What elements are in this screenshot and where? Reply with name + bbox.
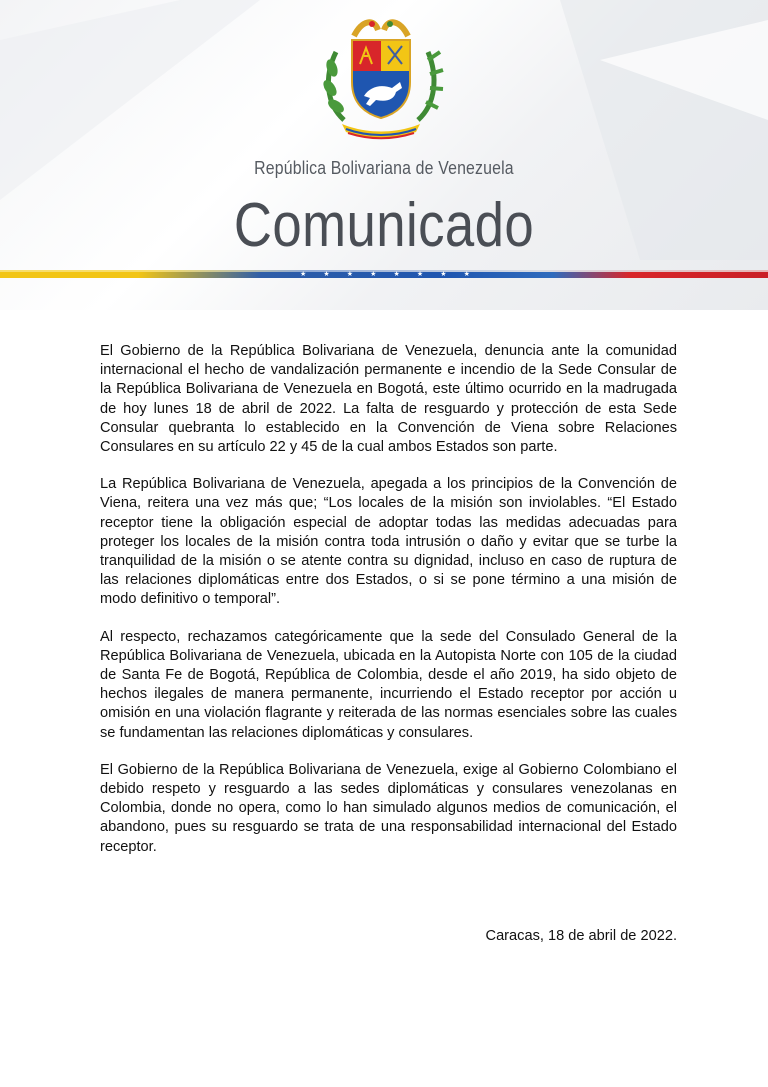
star-icon: ★ [370,271,377,278]
star-icon: ★ [346,271,354,278]
country-name: República Bolivariana de Venezuela [254,158,514,178]
place-and-date: Caracas, 18 de abril de 2022. [485,928,677,944]
page-title: Comunicado [233,191,535,260]
star-icon: ★ [416,271,424,278]
communique-body [100,342,677,875]
letterhead [0,0,768,310]
star-icon: ★ [300,271,307,278]
coat-of-arms-icon [316,16,446,140]
paragraph-1: El Gobierno de la República Bolivariana de Venezuela, denuncia ante la comunidad internacional el hecho de vandalización permanente e incendio de la Sede Consular de la República Bolivariana de Venezuela en Bogotá, este último ocurrido en la madrugada de hoy lunes 18 de abril de 2022. La falta de resguardo y protección de esta Sede Consular quebranta lo establecido en la Convención de Viena sobre Relaciones Consulares en su artículo 22 y 45 de la cual ambos Estados son parte. [100,343,677,456]
paragraph-2: La República Bolivariana de Venezuela, apegada a los principios de la Convención de Viena, reitera una vez más que; “Los locales de la misión son inviolables. “El Estado receptor tiene la obligación especial de adoptar todas las medidas adecuadas para proteger los locales de la misión contra toda intrusión o daño y evitar que se turbe la tranquilidad de la misión o se atente contra su dignidad, incluso en caso de ruptura de las relaciones diplomáticas entre dos Estados, o si se pone término a una misión de modo definitivo o temporal”. [100,476,677,608]
star-icon: ★ [323,271,330,278]
star-icon: ★ [440,271,447,278]
flag-stars [300,270,470,280]
star-icon: ★ [463,271,470,278]
star-icon: ★ [393,271,400,278]
paragraph-4: El Gobierno de la República Bolivariana de Venezuela, exige al Gobierno Colombiano el debido respeto y resguardo a las sedes diplomáticas y consulares venezolanas en Colombia, donde no opera, como lo han simulado algunos medios de comunicación, el abandono, pues su resguardo se trata de una responsabilidad internacional del Estado receptor. [100,761,677,855]
paragraph-3: Al respecto, rechazamos categóricamente que la sede del Consulado General de la República Bolivariana de Venezuela, ubicada en la Autopista Norte con 105 de la ciudad de Santa Fe de Bogotá, República de Colombia, desde el año 2019, ha sido objeto de hechos ilegales de manera permanente, incurriendo el Estado receptor por acción u omisión en una violación flagrante y reiterada de las normas esenciales sobre las cuales se fundamentan las relaciones diplomáticas y consulares. [100,628,677,741]
